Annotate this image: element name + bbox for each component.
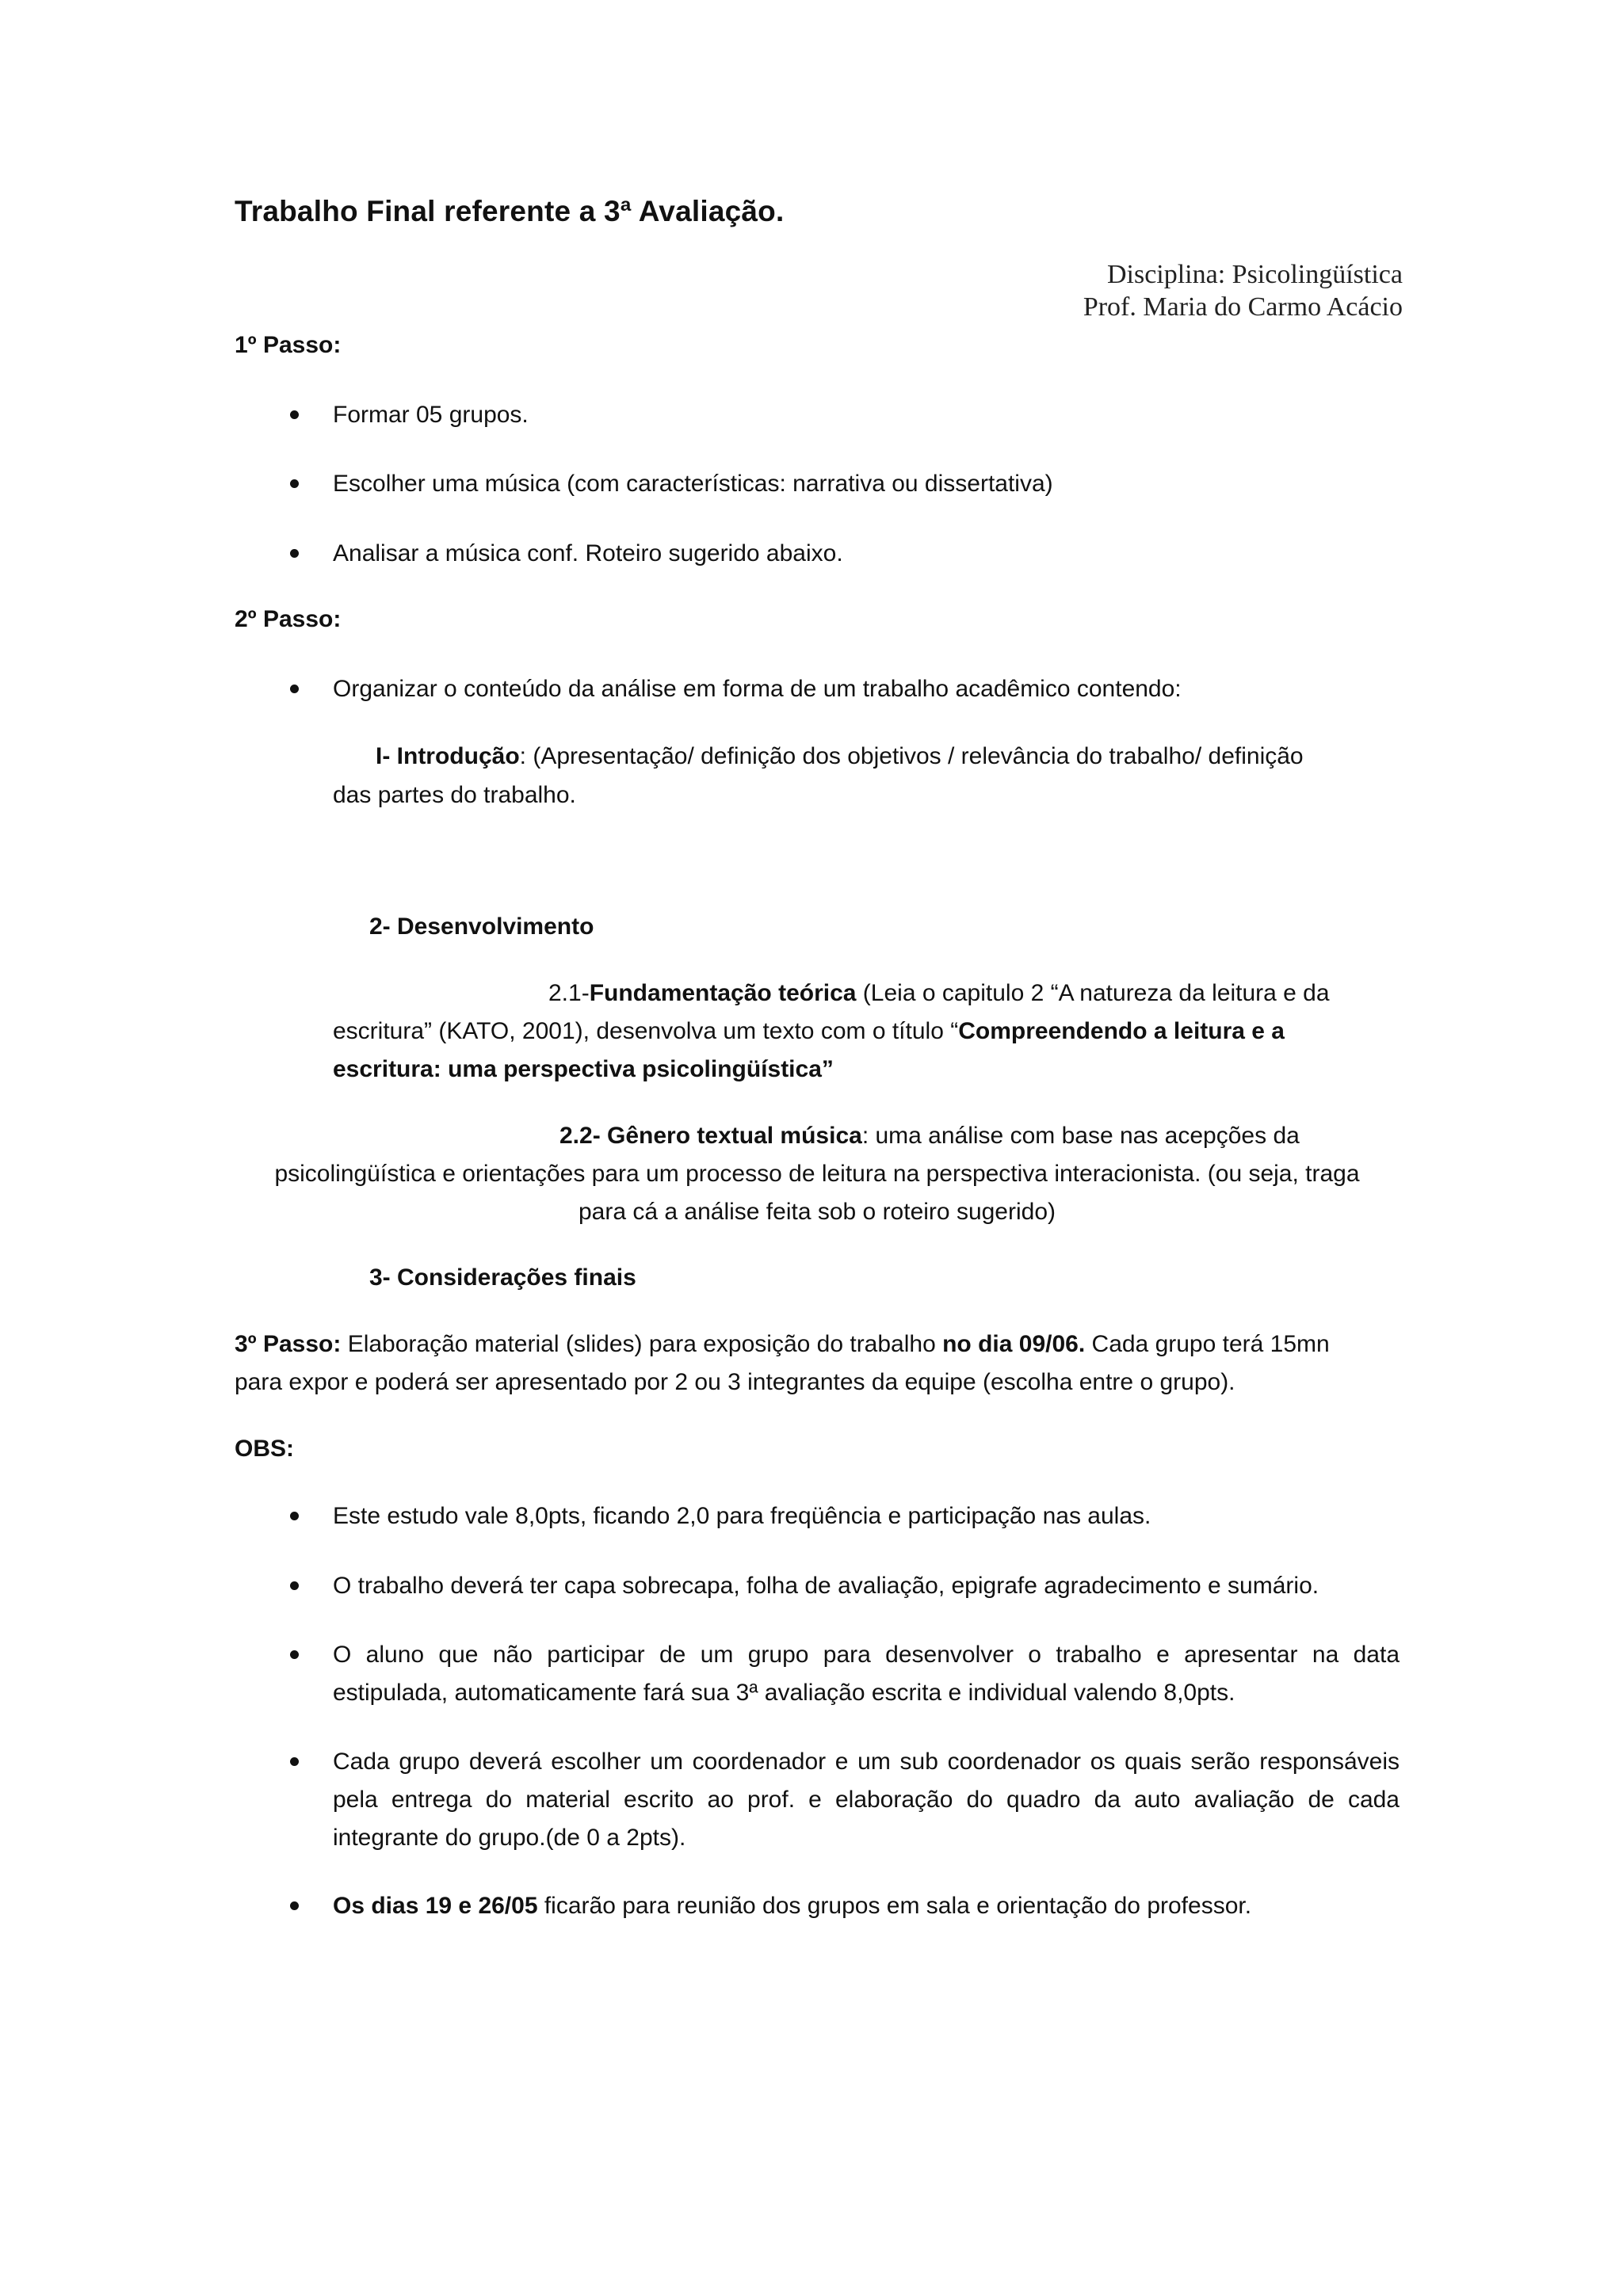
sub1-text-b: escritura” (KATO, 2001), desenvolva um texto com o título “ <box>333 1018 959 1044</box>
bullet-icon <box>290 410 299 419</box>
bullet-icon <box>290 1901 299 1910</box>
intro-label: I- Introdução <box>376 743 520 769</box>
sub1-label: Fundamentação teórica <box>589 980 857 1006</box>
step3-text-a: Elaboração material (slides) para exposição do trabalho <box>341 1331 943 1357</box>
intro-line-2: das partes do trabalho. <box>333 782 576 808</box>
bullet-icon <box>290 479 299 488</box>
step1-item-3: Analisar a música conf. Roteiro sugerido abaixo. <box>333 540 843 566</box>
step3-line-1 <box>235 1325 1330 1363</box>
step1-item-1: Formar 05 grupos. <box>333 402 529 428</box>
bullet-icon <box>290 1757 299 1766</box>
bullet-icon <box>290 685 299 693</box>
step3-line-2: para expor e poderá ser apresentado por 2 ou 3 integrantes da equipe (escolha entre o grupo). <box>235 1369 1235 1395</box>
step1-label: 1º Passo: <box>235 332 342 358</box>
step2-item: Organizar o conteúdo da análise em forma de um trabalho acadêmico contendo: <box>333 676 1182 702</box>
obs-item-5 <box>333 1887 1251 1925</box>
obs-item-1: Este estudo vale 8,0pts, ficando 2,0 para freqüência e participação nas aulas. <box>333 1503 1151 1529</box>
obs-last-bold: Os dias 19 e 26/05 <box>333 1893 538 1919</box>
bullet-icon <box>290 1512 299 1520</box>
sub1-bold-title-a: Compreendendo a leitura e a <box>958 1018 1285 1044</box>
sub1-text-a: (Leia o capitulo 2 “A natureza da leitura e da <box>856 980 1330 1006</box>
development-label: 2- Desenvolvimento <box>369 913 594 940</box>
obs-item-2: O trabalho deverá ter capa sobrecapa, folha de avaliação, epigrafe agradecimento e sumário. <box>333 1573 1319 1599</box>
sub2-line-1 <box>559 1117 1300 1155</box>
sub2-line-2: psicolingüística e orientações para um processo de leitura na perspectiva interacionista. (ou seja, traga <box>274 1161 1360 1187</box>
step3-date: no dia 09/06. <box>942 1331 1086 1357</box>
step3-text-b: Cada grupo terá 15mn <box>1085 1331 1330 1357</box>
step2-label: 2º Passo: <box>235 606 342 632</box>
sub1-line-1 <box>548 974 1330 1013</box>
header-info <box>1083 258 1403 323</box>
sub2-text-a: : uma análise com base nas acepções da <box>861 1123 1300 1149</box>
sub2-label: 2.2- Gênero textual música <box>559 1123 862 1149</box>
obs-item-3: O aluno que não participar de um grupo para desenvolver o trabalho e apresentar na data estipulada, automaticamente fará sua 3ª avaliação escrita e individual valendo 8,0pts. <box>333 1642 1400 1706</box>
discipline-text: Disciplina: Psicolingüística <box>1106 260 1403 289</box>
bullet-icon <box>290 549 299 558</box>
obs-item-4: Cada grupo deverá escolher um coordenador e um sub coordenador os quais serão responsáveis pela entrega do material escrito ao prof. e elaboração do quadro da auto avaliação de cada integrante do grupo.(de 0 a 2pts). <box>333 1749 1400 1851</box>
bullet-icon <box>290 1650 299 1659</box>
obs-last-text: ficarão para reunião dos grupos em sala e orientação do professor. <box>537 1893 1252 1919</box>
sub1-bold-title-b: escritura: uma perspectiva psicolingüística” <box>333 1056 834 1082</box>
sub1-line-2 <box>333 1013 1285 1051</box>
intro-text-1: : (Apresentação/ definição dos objetivos / relevância do trabalho/ definição <box>519 743 1304 769</box>
step3-label: 3º Passo: <box>235 1331 342 1357</box>
sub2-line-3: para cá a análise feita sob o roteiro sugerido) <box>578 1199 1056 1225</box>
intro-line-1 <box>376 738 1304 776</box>
bullet-icon <box>290 1581 299 1590</box>
final-considerations-label: 3- Considerações finais <box>369 1264 636 1291</box>
sub1-prefix: 2.1- <box>548 980 590 1006</box>
professor-text: Prof. Maria do Carmo Acácio <box>1083 292 1403 322</box>
page-title: Trabalho Final referente a 3ª Avaliação. <box>235 195 785 227</box>
step1-item-2: Escolher uma música (com características: narrativa ou dissertativa) <box>333 471 1053 497</box>
obs-label: OBS: <box>235 1436 294 1462</box>
